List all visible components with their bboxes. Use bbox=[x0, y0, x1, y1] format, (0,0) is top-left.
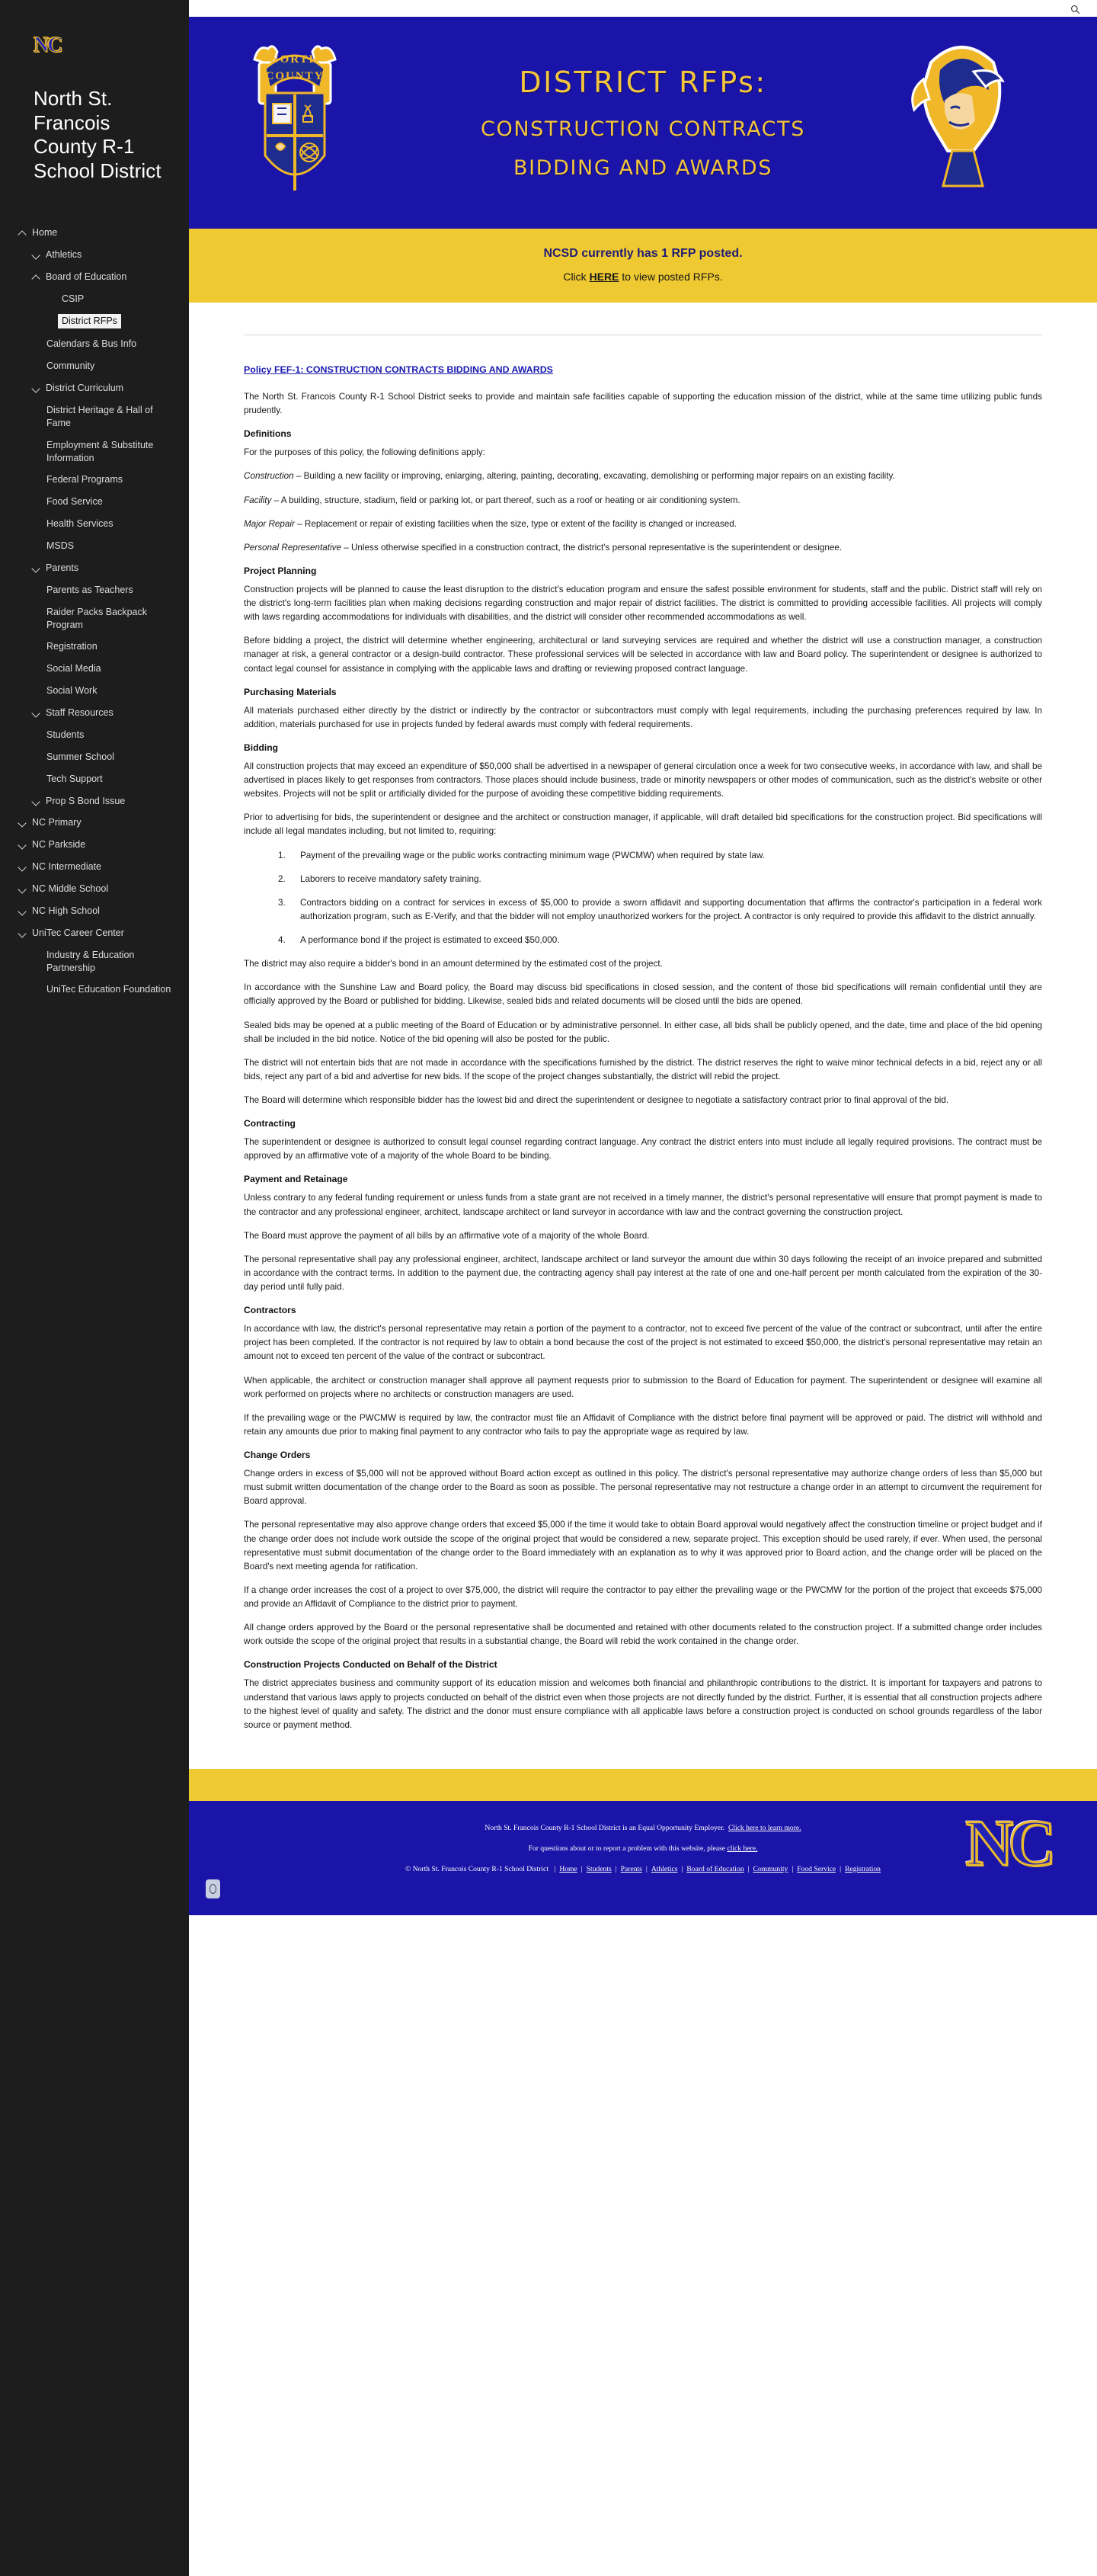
sidebar-item-label: Community bbox=[46, 360, 95, 372]
accessibility-widget-button[interactable] bbox=[206, 1879, 220, 1898]
footer-link[interactable]: Parents bbox=[620, 1864, 642, 1873]
sidebar-item-health-services[interactable] bbox=[0, 513, 189, 535]
paragraph-co3: If the prevailing wage or the PWCMW is required by law, the contractor must file an Affidavit of Compliance with the district before final payment will be approved or paid. The district will withhold and retain any amounts due prior to making final payment to any contractor who fails to pay the appropriate wage as required by law. bbox=[244, 1412, 1042, 1437]
sidebar-item-label: Home bbox=[32, 226, 58, 238]
sidebar-district-title: North St. Francois County R-1 School District bbox=[34, 87, 162, 183]
rfp-alert-banner bbox=[189, 229, 1097, 303]
north-county-crest-icon bbox=[239, 29, 350, 209]
paragraph-pay3: The personal representative shall pay any professional engineer, architect, landscape architect or land surveyor the amount due within 30 days following the receipt of an invoice prepared and submitted in accordance with the contract terms. In addition to the payment due, the contracting agency shall pay interest at the rate of one and one-half percent per month calculated from the expiration of the 30-day period until fully paid. bbox=[244, 1254, 1042, 1292]
spartan-mascot-icon bbox=[900, 37, 1022, 197]
footer-link[interactable]: Home bbox=[559, 1864, 577, 1873]
sidebar-item-label: NC High School bbox=[32, 905, 100, 916]
sidebar-item-nc-intermediate[interactable] bbox=[0, 856, 189, 878]
chevron-down-icon[interactable] bbox=[32, 709, 40, 717]
heading-contracting: Contracting bbox=[244, 1118, 296, 1129]
sidebar-item-tech-support[interactable] bbox=[0, 768, 189, 790]
sidebar-item-parents-as-teachers[interactable] bbox=[0, 579, 189, 601]
text-facility: – A building, structure, stadium, field or parking lot, or part thereof, such as a roof or heating or air conditioning system. bbox=[271, 495, 740, 505]
footer-link[interactable]: Board of Education bbox=[686, 1864, 744, 1873]
term-construction: Construction bbox=[244, 471, 294, 482]
sidebar-item-label: Employment & Substitute Information bbox=[46, 439, 154, 463]
sidebar-item-label: Industry & Education Partnership bbox=[46, 949, 135, 973]
footer-link-separator: | bbox=[645, 1864, 648, 1873]
chevron-down-icon[interactable] bbox=[32, 384, 40, 392]
term-major-repair: Major Repair bbox=[244, 518, 295, 529]
definitions-intro: For the purposes of this policy, the following definitions apply: bbox=[244, 447, 485, 458]
bid-requirement-item: 4. A performance bond if the project is estimated to exceed $50,000. bbox=[288, 934, 1042, 947]
banner-line-2: CONSTRUCTION CONTRACTS bbox=[481, 117, 805, 141]
sidebar-item-label: NC Primary bbox=[32, 817, 82, 828]
main-content bbox=[189, 0, 1097, 2576]
footer-eeo-text: North St. Francois County R-1 School District is an Equal Opportunity Employer. bbox=[485, 1823, 725, 1832]
heading-bidding: Bidding bbox=[244, 742, 279, 753]
bid-requirement-item: 1. Payment of the prevailing wage or the public works contracting minimum wage (PWCMW) when required by state law. bbox=[288, 849, 1042, 863]
search-icon[interactable] bbox=[1070, 5, 1080, 14]
sidebar-item-label: NC Parkside bbox=[32, 839, 86, 851]
sidebar-item-label: Parents bbox=[46, 562, 79, 573]
intro-paragraph: The North St. Francois County R-1 School District seeks to provide and maintain safe facilities capable of supporting the education mission of the district, while at the same time utilizing public funds prudently. bbox=[244, 392, 1042, 416]
accessibility-icon bbox=[209, 1884, 216, 1894]
heading-definitions: Definitions bbox=[244, 428, 292, 440]
footer-link-separator: | bbox=[747, 1864, 750, 1873]
heading-project-planning: Project Planning bbox=[244, 565, 317, 576]
sidebar-item-label: District Heritage & Hall of Fame bbox=[46, 404, 153, 428]
sidebar-item-label: Prop S Bond Issue bbox=[46, 795, 126, 806]
sidebar-item-msds[interactable] bbox=[0, 535, 189, 557]
sidebar-item-industry-education-partnership[interactable] bbox=[0, 944, 189, 979]
paragraph-b3: The district may also require a bidder's bond in an amount determined by the estimated cost of the project. bbox=[244, 959, 663, 969]
sidebar-item-food-service[interactable] bbox=[0, 491, 189, 513]
alert-headline: NCSD currently has 1 RFP posted. bbox=[543, 247, 743, 260]
sidebar-item-label: Health Services bbox=[46, 518, 114, 530]
sidebar-item-social-media[interactable] bbox=[0, 658, 189, 680]
alert-sub-after: to view posted RFPs. bbox=[619, 271, 723, 283]
footer-copyright: © North St. Francois County R-1 School District bbox=[405, 1864, 548, 1873]
sidebar-item-unitec-career-center[interactable] bbox=[0, 922, 189, 944]
sidebar bbox=[0, 0, 189, 2576]
policy-document-link[interactable]: Policy FEF-1: CONSTRUCTION CONTRACTS BIDDING AND AWARDS bbox=[244, 364, 553, 375]
banner-line-1: DISTRICT RFPs: bbox=[519, 66, 767, 99]
sidebar-item-district-rfps[interactable] bbox=[0, 309, 189, 333]
sidebar-item-calendars-bus-info[interactable] bbox=[0, 333, 189, 355]
sidebar-item-label: Federal Programs bbox=[46, 474, 123, 485]
sidebar-item-label: Students bbox=[46, 729, 85, 740]
footer-eeo-link[interactable]: Click here to learn more. bbox=[728, 1823, 801, 1832]
sidebar-item-board-of-education[interactable] bbox=[0, 266, 189, 288]
alert-here-link[interactable]: HERE bbox=[589, 271, 619, 283]
sidebar-item-label: Athletics bbox=[46, 248, 82, 260]
policy-body bbox=[189, 303, 1097, 1732]
paragraph-ch1: Change orders in excess of $5,000 will not be approved without Board action except as outlined in this policy. The district's personal representative may authorize change orders of less than $5,000 but must submit written documentation of the change order to the Board as soon as possible. The personal representative may not restructure a change order in an attempt to circumvent the requirement for Board approval. bbox=[244, 1469, 1042, 1507]
sidebar-item-label: Food Service bbox=[46, 496, 103, 508]
sidebar-item-label: District Curriculum bbox=[46, 383, 124, 393]
paragraph-ch4: All change orders approved by the Board or the personal representative shall be documented and retained with other documents related to the construction project. If a submitted change order includes work outside the scope of the original project that results in a substantial change, the Board will rebid the work contained in the change order. bbox=[244, 1623, 1042, 1647]
chevron-down-icon[interactable] bbox=[18, 841, 27, 849]
sidebar-item-nc-primary[interactable] bbox=[0, 812, 189, 834]
paragraph-co1: In accordance with law, the district's personal representative may retain a portion of the payment to a contractor, not to exceed five percent of the value of the contract or subcontract, until after the entire project has been completed. If the contractor is not required by law to obtain a bond because the cost of the project is not estimated to exceed $50,000, the district's personal representative may retain an amount not to exceed ten percent of the value of the contract or subcontract. bbox=[244, 1324, 1042, 1362]
sidebar-nav bbox=[0, 222, 189, 1001]
sidebar-item-label: UniTec Education Foundation bbox=[46, 984, 171, 995]
sidebar-item-staff-resources[interactable] bbox=[0, 702, 189, 724]
definition-personal-representative bbox=[244, 541, 1042, 555]
definition-major-repair bbox=[244, 517, 1042, 531]
sidebar-item-csip[interactable] bbox=[0, 288, 189, 310]
footer-link-list bbox=[550, 1865, 881, 1873]
footer-link[interactable]: Community bbox=[753, 1864, 788, 1873]
alert-subline bbox=[189, 271, 1097, 283]
banner-line-3: BIDDING AND AWARDS bbox=[513, 156, 772, 180]
sidebar-item-home[interactable] bbox=[0, 222, 189, 244]
footer-link-separator: | bbox=[840, 1864, 842, 1873]
footer-link[interactable]: Students bbox=[586, 1864, 612, 1873]
chevron-down-icon[interactable] bbox=[32, 251, 40, 259]
paragraph-pay1: Unless contrary to any federal funding requirement or unless funds from a state grant are not received in a timely manner, the district's personal representative will ensure that prompt payment is made to the contractor and any professional engineer, architect, landscape architect or land surveyor in accordance with law and the contract governing the construction project. bbox=[244, 1193, 1042, 1217]
footer-link[interactable]: Food Service bbox=[797, 1864, 836, 1873]
sidebar-logo[interactable] bbox=[0, 0, 189, 56]
nc-logo-icon: NC bbox=[34, 34, 62, 57]
paragraph-ch3: If a change order increases the cost of a project to over $75,000, the district will require the contractor to pay either the prevailing wage or the PWCMW for the portion of the project that exceeds $75,000 and provide an Affidavit of Compliance to the district prior to payment. bbox=[244, 1584, 1042, 1609]
footer-link-separator: | bbox=[580, 1864, 583, 1873]
svg-text:NORTH: NORTH bbox=[270, 53, 320, 66]
sidebar-item-label: District RFPs bbox=[58, 314, 121, 328]
bid-requirement-item: 2. Laborers to receive mandatory safety training. bbox=[288, 873, 1042, 886]
paragraph-pay2: The Board must approve the payment of all bills by an affirmative vote of a majority of the whole Board. bbox=[244, 1230, 650, 1241]
chevron-down-icon[interactable] bbox=[18, 885, 27, 893]
sidebar-item-label: NC Middle School bbox=[32, 883, 109, 894]
footer-eeo-line bbox=[189, 1824, 1097, 1832]
footer-link-separator: | bbox=[554, 1864, 556, 1873]
chevron-up-icon[interactable] bbox=[32, 273, 40, 281]
alert-sub-before: Click bbox=[563, 271, 590, 283]
sidebar-item-parents[interactable] bbox=[0, 557, 189, 579]
sidebar-item-raider-packs-backpack-program[interactable] bbox=[0, 601, 189, 636]
sidebar-item-label: Tech Support bbox=[46, 773, 103, 784]
chevron-down-icon[interactable] bbox=[18, 907, 27, 915]
paragraph-pp1: Construction projects will be planned to cause the least disruption to the district's education program and ensure the safest possible environment for students, staff and the public. District staff will rely on the district's long-term facilities plan when making decisions regarding construction and major repair of district facilities. The district is committed to providing accessible facilities. All projects will comply with laws regarding accommodations for individuals with disabilities, and the district will consider other recommended accommodations as well. bbox=[244, 584, 1042, 623]
chevron-down-icon[interactable] bbox=[32, 797, 40, 806]
sidebar-item-unitec-education-foundation[interactable] bbox=[0, 979, 189, 1001]
term-personal-representative: Personal Representative bbox=[244, 542, 341, 553]
sidebar-item-label: MSDS bbox=[46, 540, 75, 551]
sidebar-item-federal-programs[interactable] bbox=[0, 469, 189, 491]
paragraph-co2: When applicable, the architect or construction manager shall approve all payment requests prior to submission to the Board of Education for payment. The superintendent or designee will examine all work performed on projects where no architects or construction managers are used. bbox=[244, 1375, 1042, 1399]
sidebar-item-label: Board of Education bbox=[46, 271, 127, 282]
definition-facility bbox=[244, 494, 1042, 508]
paragraph-b7: The Board will determine which responsible bidder has the lowest bid and direct the superintendent or designee to negotiate a satisfactory contract prior to final approval of the bid. bbox=[244, 1095, 949, 1105]
site-footer bbox=[189, 1801, 1097, 1915]
sidebar-item-label: CSIP bbox=[62, 293, 85, 304]
definition-construction bbox=[244, 469, 1042, 483]
heading-payment-retainage: Payment and Retainage bbox=[244, 1174, 348, 1185]
sidebar-item-label: Summer School bbox=[46, 751, 114, 762]
footer-support-text: For questions about or to report a problem with this website, please bbox=[528, 1844, 728, 1853]
sidebar-item-label: Social Work bbox=[46, 685, 98, 697]
paragraph-b6: The district will not entertain bids that are not made in accordance with the specifications furnished by the district. The district reserves the right to waive minor technical defects in a bid, reject any or all bids, reject any part of a bid and advertise for new bids. If the scope of the project changes substantially, the district will rebid the project. bbox=[244, 1057, 1042, 1081]
bid-requirements-list bbox=[244, 849, 1042, 948]
heading-contractors: Contractors bbox=[244, 1305, 296, 1316]
term-facility: Facility bbox=[244, 495, 272, 505]
sidebar-item-prop-s-bond-issue[interactable] bbox=[0, 790, 189, 812]
banner-title-block bbox=[481, 66, 805, 180]
footer-nc-logo-icon: NC bbox=[965, 1805, 1051, 1879]
bid-requirement-item: 3. Contractors bidding on a contract for services in excess of $5,000 to provide a sworn affidavit and supporting documentation that affirms the contractor's participation in a federal work authorization program, such as E-Verify, and that the bidder will not employ unauthorized workers for the project. A contractor is only required to provide this affidavit to the district annually. bbox=[288, 896, 1042, 924]
sidebar-item-label: Calendars & Bus Info bbox=[46, 338, 137, 350]
heading-change-orders: Change Orders bbox=[244, 1450, 311, 1460]
sidebar-item-employment-substitute-information[interactable] bbox=[0, 434, 189, 469]
paragraph-be1: The district appreciates business and community support of its education mission and welcomes both financial and philanthropic contributions to the district. It is important for taxpayers and patrons to understand that various laws apply to projects conducted on behalf of the district even when those projects are not directly funded by the district. Further, it is essential that all construction projects adhere to the highest level of quality and safety. The district and the donor must ensure compliance with all applicable laws before a construction project is conducted on school grounds regardless of the labor source or payment method. bbox=[244, 1678, 1042, 1730]
paragraph-c1: The superintendent or designee is authorized to consult legal counsel regarding contract language. Any contract the district enters into must include all legally required provisions. The contract must be approved by an affirmative vote of a majority of the whole Board to be binding. bbox=[244, 1137, 1042, 1161]
sidebar-item-social-work[interactable] bbox=[0, 680, 189, 702]
sidebar-item-district-heritage-hall-of-fame[interactable] bbox=[0, 399, 189, 434]
page-banner bbox=[189, 17, 1097, 229]
sidebar-item-label: Staff Resources bbox=[46, 707, 114, 718]
footer-link-separator: | bbox=[792, 1864, 794, 1873]
sidebar-item-label: NC Intermediate bbox=[32, 861, 102, 873]
sidebar-item-nc-middle-school[interactable] bbox=[0, 878, 189, 900]
sidebar-item-district-curriculum[interactable] bbox=[0, 377, 189, 399]
paragraph-pp2: Before bidding a project, the district will determine whether engineering, architectural or land surveying services are required and whether the district will use a construction manager, a construction manager at risk, a general contractor or a design-build contractor. These professional services will be selected in accordance with law and Board policy. The superintendent or designee is authorized to contact legal counsel for assistance in complying with the applicable laws and drafting or reviewing proposed contract language. bbox=[244, 636, 1042, 674]
sidebar-item-community[interactable] bbox=[0, 355, 189, 377]
svg-text:COUNTY: COUNTY bbox=[265, 70, 325, 82]
sidebar-item-summer-school[interactable] bbox=[0, 746, 189, 768]
sidebar-item-label: UniTec Career Center bbox=[32, 927, 124, 938]
text-major-repair: – Replacement or repair of existing facilities when the size, type or extent of the facility is changed or increased. bbox=[294, 518, 737, 529]
heading-projects-on-behalf: Construction Projects Conducted on Behalf of the District bbox=[244, 1659, 497, 1671]
bottom-yellow-strip bbox=[189, 1769, 1097, 1801]
footer-links-row bbox=[189, 1865, 1097, 1873]
sidebar-item-students[interactable] bbox=[0, 724, 189, 746]
paragraph-ch2: The personal representative may also approve change orders that exceed $5,000 if the time it would take to obtain Board approval would negatively affect the construction timeline or project budget and if the change order does not include work outside the scope of the original project that would be considered a new, separate project. This exception should be used rarely, if ever. When used, the personal representative must submit documentation of the change order to the Board immediately with an explanation as to why it was approved prior to Board action, and the change order will be placed on the Board's next meeting agenda for ratification. bbox=[244, 1520, 1042, 1572]
top-search-bar bbox=[189, 0, 1097, 17]
sidebar-item-athletics[interactable] bbox=[0, 244, 189, 266]
footer-link[interactable]: Registration bbox=[845, 1864, 881, 1873]
footer-support-line bbox=[189, 1844, 1097, 1853]
chevron-down-icon[interactable] bbox=[18, 863, 27, 871]
sidebar-item-nc-parkside[interactable] bbox=[0, 834, 189, 856]
footer-support-link[interactable]: click here. bbox=[727, 1844, 758, 1853]
sidebar-item-label: Social Media bbox=[46, 663, 101, 674]
paragraph-b1: All construction projects that may exceed an expenditure of $50,000 shall be advertised in a newspaper of general circulation once a week for two consecutive weeks, in accordance with law, and shall be advertised in places likely to get responses from contractors. Those places should include business, trade or minority newspapers or other modes of communication, such as the district's website or other websites. Projects will not be split or artificially divided for the purpose of avoiding these competitive bidding requirements. bbox=[244, 761, 1042, 799]
chevron-up-icon[interactable] bbox=[18, 229, 27, 237]
sidebar-item-label: Registration bbox=[46, 641, 98, 652]
paragraph-b2: Prior to advertising for bids, the superintendent or designee and the architect or construction manager, if applicable, will draft detailed bid specifications for the construction project. Bid specifications will include all legal mandates including, but not limited to, requiring: bbox=[244, 812, 1042, 837]
paragraph-b4: In accordance with the Sunshine Law and Board policy, the Board may discuss bid specifications in closed session, and the content of those bid specifications will remain confidential until they are officially approved by the Board or published for bidding. Likewise, sealed bids and related documents will be closed until the bids are opened. bbox=[244, 982, 1042, 1007]
footer-link[interactable]: Athletics bbox=[651, 1864, 678, 1873]
sidebar-item-label: Raider Packs Backpack Program bbox=[46, 606, 148, 630]
chevron-down-icon[interactable] bbox=[32, 564, 40, 572]
paragraph-b5: Sealed bids may be opened at a public meeting of the Board of Education or by administrative personnel. In either case, all bids shall be publicly opened, and the date, time and place of the bid opening shall be included in the bid notice. Notice of the bid opening will also be posted for the public. bbox=[244, 1020, 1042, 1044]
sidebar-item-registration[interactable] bbox=[0, 636, 189, 658]
chevron-down-icon[interactable] bbox=[18, 819, 27, 827]
footer-link-separator: | bbox=[681, 1864, 683, 1873]
sidebar-item-label: Parents as Teachers bbox=[46, 584, 133, 595]
paragraph-pm1: All materials purchased either directly by the district or indirectly by the contractor or subcontractors must comply with legal requirements, including the purchasing preferences required by law. In addition, materials purchased for use in projects funded by federal awards must comply with federal requirements. bbox=[244, 705, 1042, 729]
text-personal-representative: – Unless otherwise specified in a construction contract, the district's personal representative is the superintendent or designee. bbox=[341, 542, 843, 553]
footer-link-separator: | bbox=[615, 1864, 617, 1873]
heading-purchasing-materials: Purchasing Materials bbox=[244, 686, 337, 697]
text-construction: – Building a new facility or improving, enlarging, altering, painting, decorating, excavating, demolishing or performing major repairs on an existing facility. bbox=[293, 471, 895, 482]
sidebar-item-nc-high-school[interactable] bbox=[0, 900, 189, 922]
chevron-down-icon[interactable] bbox=[18, 929, 27, 937]
